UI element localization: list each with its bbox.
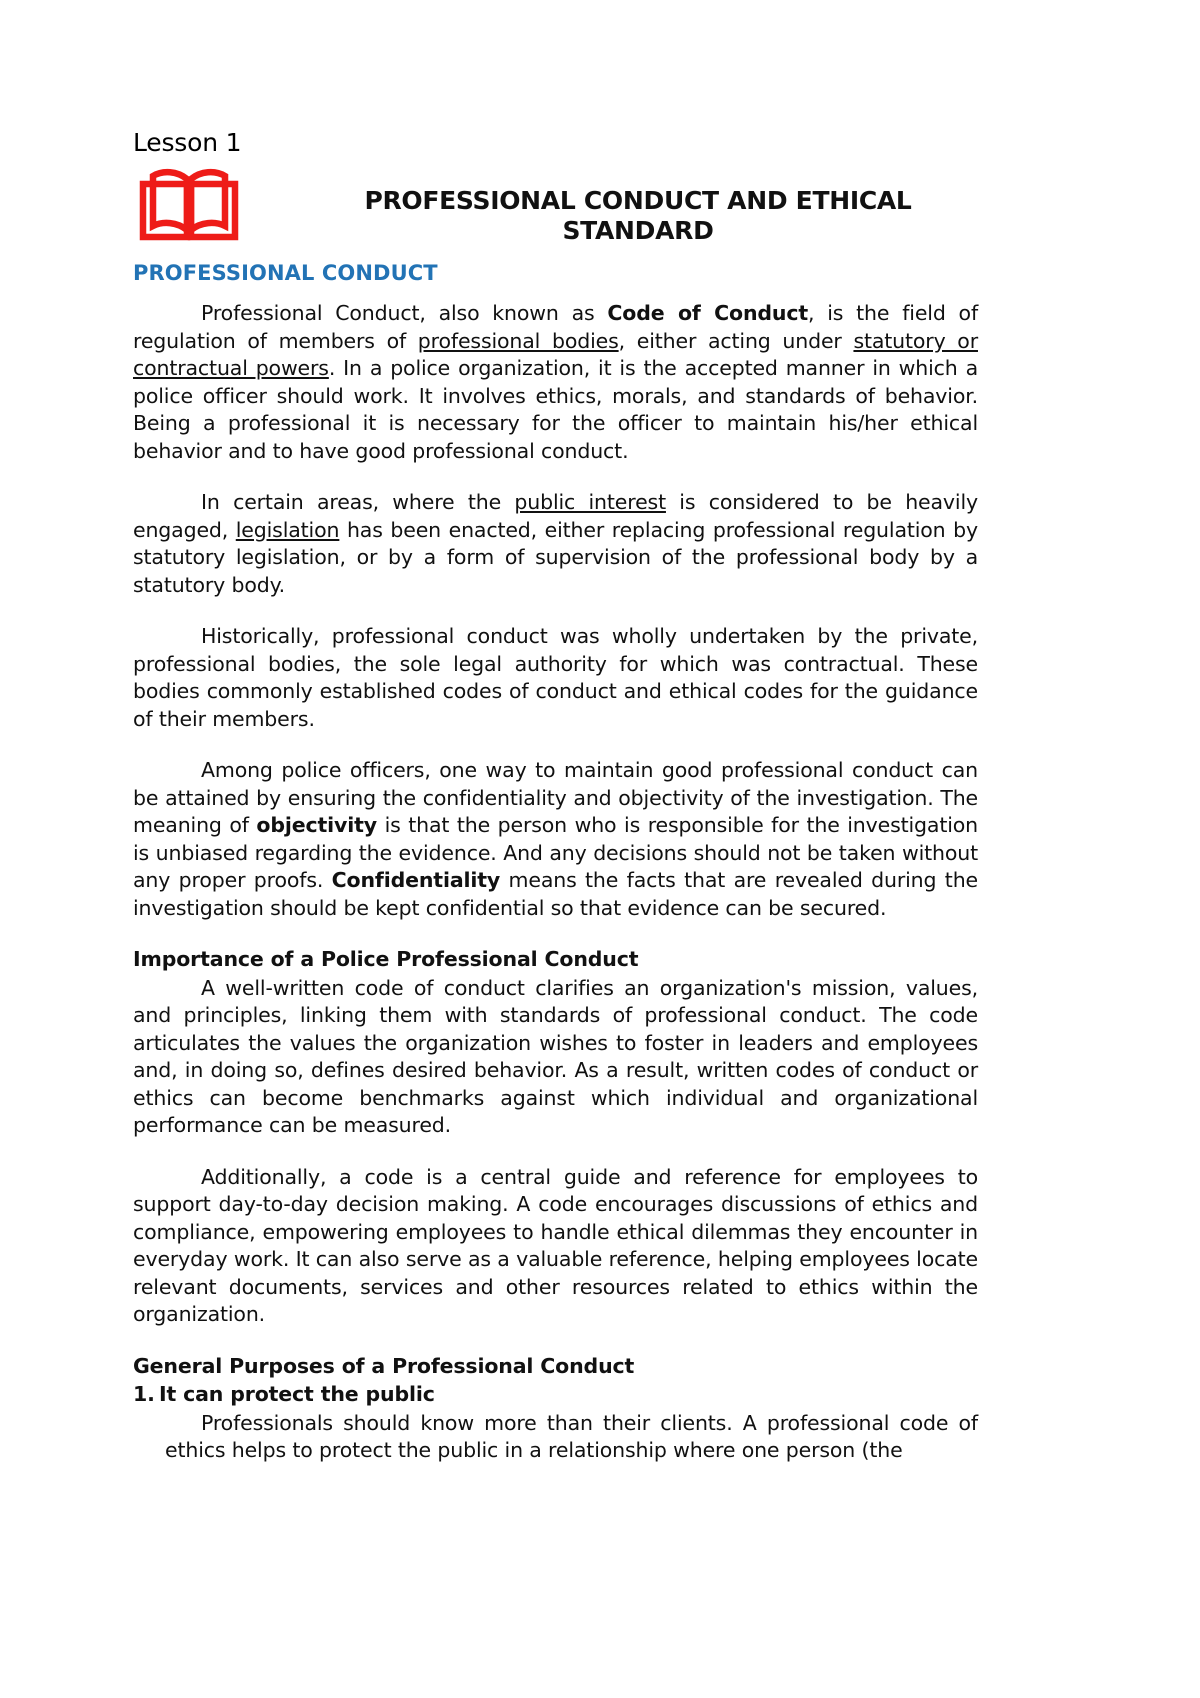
lesson-label: Lesson 1 — [133, 128, 242, 157]
p2-underline-legislation: legislation — [235, 517, 340, 542]
p4-bold-confidentiality: Confidentiality — [331, 868, 501, 892]
p4-text-2: is that the person who is responsible for the investigation is unbiased regarding the evidence. And any decisions should not be taken without any proper proofs. — [133, 813, 978, 892]
p1-bold-code-of-conduct: Code of Conduct — [607, 301, 809, 325]
list-item-label: It can protect the public — [159, 1382, 435, 1406]
p2-text-3: has been enacted, either replacing professional regulation by statutory legislation, or by a form of supervision of the professional body by a statutory body. — [133, 517, 978, 597]
list-item — [133, 1381, 978, 1409]
paragraph-1 — [133, 300, 978, 465]
p2-text-1: In certain areas, where the — [201, 490, 515, 514]
p5-text-1: A well-written code of conduct clarifies an organization's mission, values, and principles, linking them with standards of professional conduct. The code articulates the values the organization wishes to foster in leaders and employees and, in doing so, defines desired behavior. As a result, written codes of conduct or ethics can become benchmarks against which individual and organizational performance can be measured. — [133, 975, 978, 1137]
open-book-icon — [137, 166, 241, 244]
p4-bold-objectivity: objectivity — [256, 813, 377, 837]
p4-text-1: Among police officers, one way to maintain good professional conduct can be attained by ensuring the confidentiality and objectivity of the investigation. The meaning of — [133, 758, 978, 837]
p6-text-1: Additionally, a code is a central guide and reference for employees to support day-to-day decision making. A code encourages discussions of ethics and compliance, empowering employees to handle ethical dilemmas they encounter in everyday work. It can also serve as a valuable reference, helping employees locate relevant documents, services and other resources related to ethics within the organization. — [133, 1164, 978, 1326]
title-row — [133, 164, 978, 246]
paragraph-6 — [133, 1164, 978, 1329]
paragraph-3 — [133, 623, 978, 733]
p1-underline-statutory-contractual-powers: statutory or contractual powers — [133, 328, 978, 380]
paragraph-4 — [133, 757, 978, 922]
p1-text-4: . In a police organization, it is the accepted manner in which a police officer should work. It involves ethics, morals, and standards of behavior. Being a professional it is necessary for the officer to maintain his/her ethical behavior and to have good professional conduct. — [133, 356, 978, 463]
section-heading-professional-conduct: PROFESSIONAL CONDUCT — [133, 261, 438, 285]
p1-text-3: , either acting under — [618, 328, 854, 353]
document-content — [133, 128, 978, 1465]
p7-text-1: Professionals should know more than their clients. A professional code of ethics helps to protect the public in a relationship where one person (the — [165, 1410, 978, 1462]
p2-underline-public-interest: public interest — [514, 490, 666, 514]
page-title: PROFESSIONAL CONDUCT AND ETHICAL STANDARD — [364, 186, 912, 245]
paragraph-7 — [165, 1410, 978, 1465]
p1-text-2: , is the field of regulation of members of — [133, 301, 979, 353]
p2-text-2: is considered to be heavily engaged, — [133, 490, 978, 542]
list-item-number: 1. — [133, 1382, 155, 1406]
p1-text-1: Professional Conduct, also known as — [201, 301, 608, 325]
p4-text-3: means the facts that are revealed during the investigation should be kept confidential so that evidence can be secured. — [133, 868, 979, 920]
subheading-importance-of-police-professional-conduct: Importance of a Police Professional Conduct — [133, 947, 639, 971]
subheading-general-purposes-of-professional-conduct: General Purposes of a Professional Conduct — [133, 1353, 635, 1378]
p3-text-1: Historically, professional conduct was wholly undertaken by the private, professional bodies, the sole legal authority for which was contractual. These bodies commonly established codes of conduct and ethical codes for the guidance of their members. — [133, 624, 978, 731]
paragraph-2 — [133, 489, 978, 599]
paragraph-5 — [133, 975, 978, 1140]
p1-underline-professional-bodies: professional bodies — [417, 328, 619, 353]
